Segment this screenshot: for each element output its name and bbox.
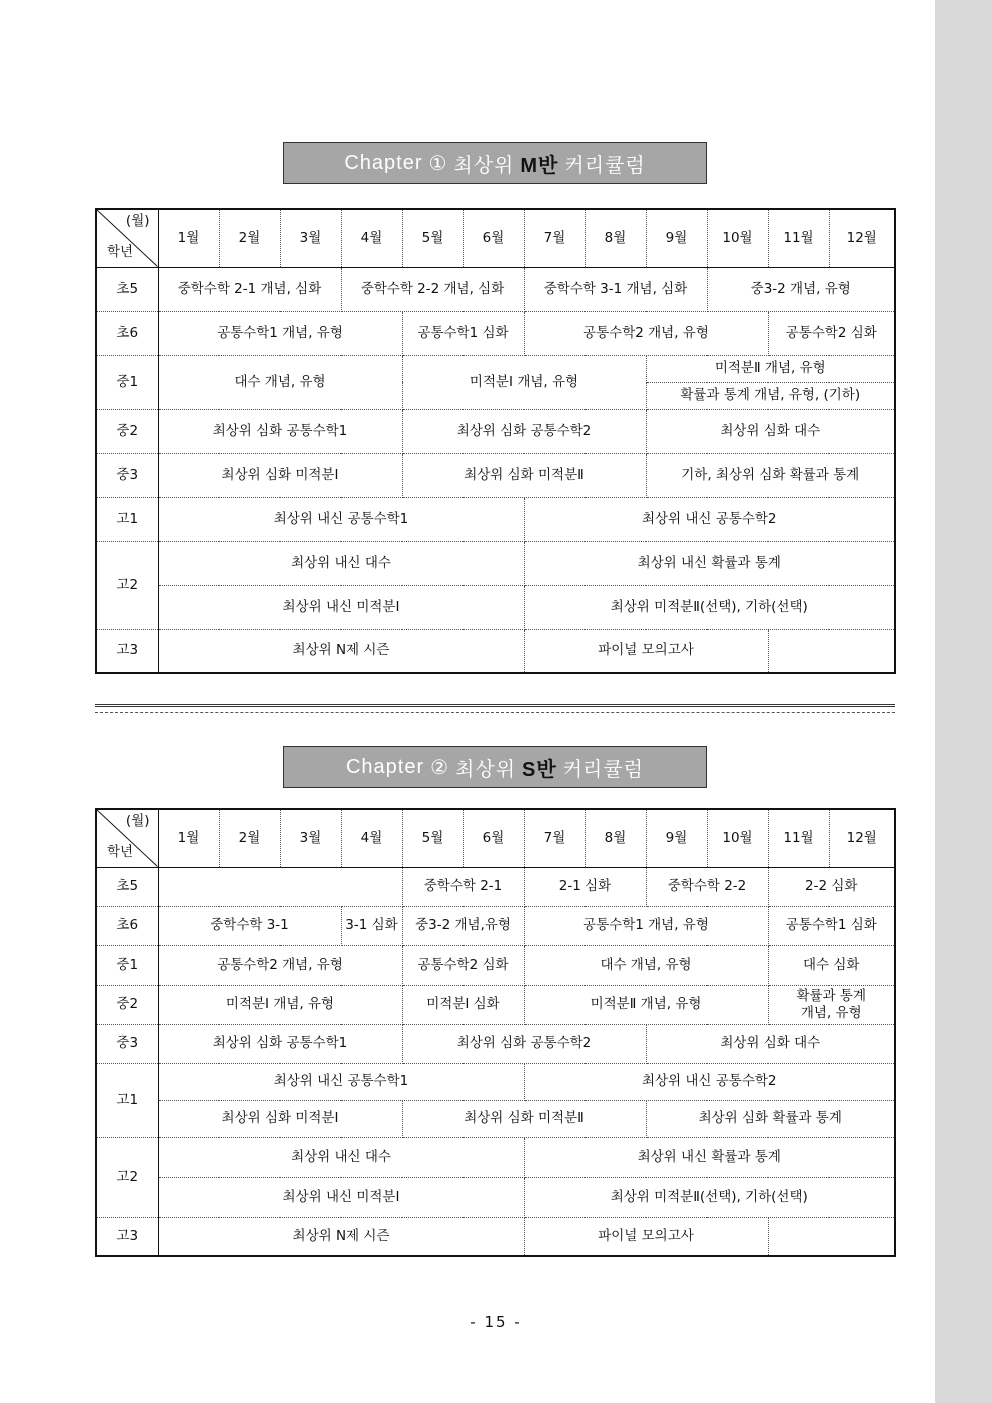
table-row <box>96 985 895 1024</box>
month-header: 5월 <box>402 209 463 267</box>
grade-cell: 초6 <box>96 311 158 355</box>
table-row <box>96 453 895 497</box>
grade-cell: 초5 <box>96 267 158 311</box>
course-cell: 공통수학2 심화 <box>768 311 895 355</box>
course-cell: 미적분Ⅱ 개념, 유형 <box>646 355 895 382</box>
course-line: 개념, 유형 <box>800 1004 862 1021</box>
chapter-prefix: Chapter <box>344 151 423 174</box>
chapter-prefix: Chapter <box>345 755 425 778</box>
course-line: 확률과 통계 <box>796 987 866 1004</box>
chapter-name: 최상위 <box>453 154 515 177</box>
course-cell: 최상위 내신 공통수학1 <box>158 1063 524 1100</box>
month-header: 7월 <box>524 209 585 267</box>
month-header: 6월 <box>463 809 524 867</box>
course-cell: 최상위 심화 공통수학2 <box>402 409 646 453</box>
course-cell: 최상위 심화 미적분Ⅱ <box>402 1100 646 1137</box>
grade-cell: 고1 <box>96 497 158 541</box>
table-row <box>96 629 895 673</box>
grade-label: 학년 <box>107 843 134 860</box>
course-cell: 최상위 미적분Ⅱ(선택), 기하(선택) <box>524 585 895 629</box>
grade-cell: 중3 <box>96 1024 158 1063</box>
chapter-class: S반 <box>522 758 557 781</box>
course-cell: 중학수학 2-1 <box>402 867 524 906</box>
course-cell: 공통수학1 개념, 유형 <box>158 311 402 355</box>
s-curriculum-table <box>95 808 896 1257</box>
course-cell: 최상위 N제 시즌 <box>158 629 524 673</box>
month-header: 2월 <box>219 809 280 867</box>
month-header: 9월 <box>646 209 707 267</box>
course-cell: 최상위 내신 공통수학2 <box>524 497 895 541</box>
course-cell: 최상위 내신 확률과 통계 <box>524 541 895 585</box>
course-cell: 2-1 심화 <box>524 867 646 906</box>
table-row <box>96 267 895 311</box>
course-cell: 최상위 내신 미적분Ⅰ <box>158 585 524 629</box>
course-cell: 2-2 심화 <box>768 867 895 906</box>
empty-cell <box>158 867 402 906</box>
month-header: 8월 <box>585 809 646 867</box>
table-row <box>96 1024 895 1063</box>
table-row <box>96 945 895 985</box>
header-corner <box>96 209 158 267</box>
separator-line <box>95 704 895 707</box>
course-cell: 중학수학 2-1 개념, 심화 <box>158 267 341 311</box>
grade-cell: 중2 <box>96 985 158 1024</box>
course-cell: 최상위 내신 공통수학1 <box>158 497 524 541</box>
month-header: 3월 <box>280 809 341 867</box>
chapter-name: 최상위 <box>455 758 517 781</box>
table-row <box>96 867 895 906</box>
month-header: 4월 <box>341 209 402 267</box>
table-row <box>96 1137 895 1177</box>
grade-cell: 고2 <box>96 1137 158 1217</box>
course-cell: 최상위 심화 확률과 통계 <box>646 1100 895 1137</box>
right-margin-bar <box>935 0 992 1403</box>
course-cell: 최상위 내신 확률과 통계 <box>524 1137 895 1177</box>
table-row <box>96 355 895 382</box>
grade-cell: 중1 <box>96 355 158 409</box>
table-row <box>96 541 895 585</box>
table-row <box>96 1217 895 1256</box>
course-cell: 최상위 심화 미적분Ⅰ <box>158 453 402 497</box>
grade-cell: 초6 <box>96 906 158 945</box>
month-label: (월) <box>125 213 150 229</box>
month-label: (월) <box>125 813 150 829</box>
course-cell: 최상위 미적분Ⅱ(선택), 기하(선택) <box>524 1177 895 1217</box>
page-number: - 15 - <box>470 1313 522 1331</box>
course-cell: 중3-2 개념, 유형 <box>707 267 895 311</box>
month-header: 5월 <box>402 809 463 867</box>
table-row <box>96 497 895 541</box>
month-header: 1월 <box>158 809 219 867</box>
month-header: 10월 <box>707 809 768 867</box>
course-cell: 확률과 통계 개념, 유형, (기하) <box>646 382 895 409</box>
chapter2-title <box>283 746 707 788</box>
header-row <box>96 809 895 867</box>
table-row <box>96 1063 895 1100</box>
course-cell: 파이널 모의고사 <box>524 1217 768 1256</box>
grade-cell: 고1 <box>96 1063 158 1137</box>
course-cell: 공통수학1 심화 <box>402 311 524 355</box>
table-row <box>96 1100 895 1137</box>
course-cell: 대수 심화 <box>768 945 895 985</box>
month-header: 8월 <box>585 209 646 267</box>
month-header: 3월 <box>280 209 341 267</box>
course-cell: 최상위 내신 공통수학2 <box>524 1063 895 1100</box>
table-row <box>96 311 895 355</box>
month-header: 7월 <box>524 809 585 867</box>
course-cell <box>768 985 895 1024</box>
m-curriculum-table <box>95 208 896 674</box>
grade-cell: 중1 <box>96 945 158 985</box>
month-header: 11월 <box>768 809 829 867</box>
month-header: 12월 <box>829 209 895 267</box>
course-cell: 파이널 모의고사 <box>524 629 768 673</box>
month-header: 2월 <box>219 209 280 267</box>
course-cell: 미적분Ⅰ 개념, 유형 <box>158 985 402 1024</box>
course-cell: 최상위 내신 미적분Ⅰ <box>158 1177 524 1217</box>
month-header: 4월 <box>341 809 402 867</box>
chapter-class: M반 <box>520 154 559 177</box>
grade-cell: 초5 <box>96 867 158 906</box>
month-header: 12월 <box>829 809 895 867</box>
course-cell: 중3-2 개념,유형 <box>402 906 524 945</box>
grade-cell: 중3 <box>96 453 158 497</box>
course-cell: 중학수학 3-1 개념, 심화 <box>524 267 707 311</box>
course-cell: 중학수학 2-2 <box>646 867 768 906</box>
course-cell: 최상위 심화 대수 <box>646 1024 895 1063</box>
table-row <box>96 906 895 945</box>
course-cell: 대수 개념, 유형 <box>524 945 768 985</box>
table-row <box>96 585 895 629</box>
course-cell: 미적분Ⅰ 심화 <box>402 985 524 1024</box>
course-cell: 공통수학2 개념, 유형 <box>158 945 402 985</box>
course-cell: 미적분Ⅱ 개념, 유형 <box>524 985 768 1024</box>
course-cell: 최상위 내신 대수 <box>158 541 524 585</box>
grade-label: 학년 <box>107 243 134 260</box>
table-row <box>96 1177 895 1217</box>
empty-cell <box>768 629 895 673</box>
course-cell: 공통수학1 심화 <box>768 906 895 945</box>
empty-cell <box>768 1217 895 1256</box>
course-cell: 중학수학 2-2 개념, 심화 <box>341 267 524 311</box>
course-cell: 최상위 심화 공통수학1 <box>158 409 402 453</box>
grade-cell: 고2 <box>96 541 158 629</box>
course-cell: 최상위 심화 미적분Ⅰ <box>158 1100 402 1137</box>
course-cell: 3-1 심화 <box>341 906 402 945</box>
course-cell: 최상위 N제 시즌 <box>158 1217 524 1256</box>
month-header: 10월 <box>707 209 768 267</box>
course-cell: 공통수학2 심화 <box>402 945 524 985</box>
course-cell: 중학수학 3-1 <box>158 906 341 945</box>
month-header: 1월 <box>158 209 219 267</box>
table-row <box>96 409 895 453</box>
course-cell: 최상위 심화 미적분Ⅱ <box>402 453 646 497</box>
course-cell: 기하, 최상위 심화 확률과 통계 <box>646 453 895 497</box>
course-cell: 공통수학1 개념, 유형 <box>524 906 768 945</box>
course-cell: 최상위 심화 공통수학1 <box>158 1024 402 1063</box>
separator-line <box>95 712 895 713</box>
month-header: 6월 <box>463 209 524 267</box>
course-cell: 대수 개념, 유형 <box>158 355 402 409</box>
month-header: 9월 <box>646 809 707 867</box>
course-cell: 미적분Ⅰ 개념, 유형 <box>402 355 646 409</box>
grade-cell: 고3 <box>96 1217 158 1256</box>
grade-cell: 중2 <box>96 409 158 453</box>
chapter-number: ② <box>430 756 450 779</box>
chapter-suffix: 커리큘럼 <box>562 758 644 781</box>
grade-cell: 고3 <box>96 629 158 673</box>
month-header: 11월 <box>768 209 829 267</box>
header-corner <box>96 809 158 867</box>
chapter-number: ① <box>428 152 448 175</box>
chapter1-title <box>283 142 707 184</box>
course-cell: 최상위 심화 공통수학2 <box>402 1024 646 1063</box>
course-cell: 최상위 내신 대수 <box>158 1137 524 1177</box>
chapter-suffix: 커리큘럼 <box>564 154 646 177</box>
course-cell: 공통수학2 개념, 유형 <box>524 311 768 355</box>
header-row <box>96 209 895 267</box>
course-cell: 최상위 심화 대수 <box>646 409 895 453</box>
